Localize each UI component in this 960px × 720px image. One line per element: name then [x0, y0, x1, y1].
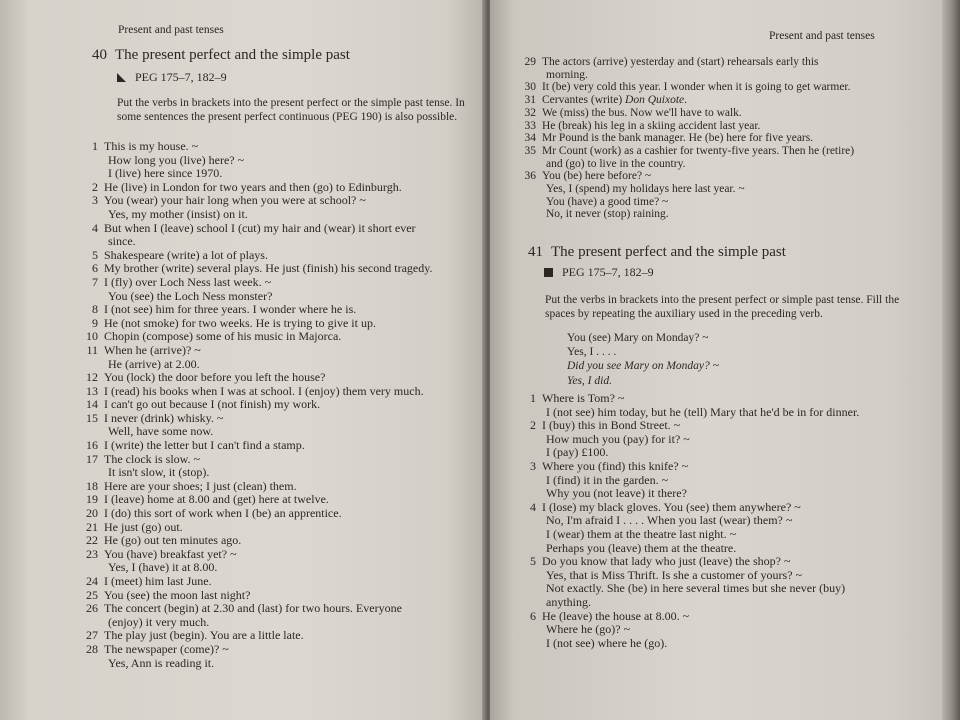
exercise-line: You (see) the moon last night? — [104, 587, 251, 602]
exercise-text — [542, 610, 940, 651]
exercise-line: Do you know that lady who just (leave) the shop? ~ — [542, 554, 791, 569]
exercise-text — [104, 521, 477, 535]
exercise-text — [104, 276, 477, 303]
exercise-line: I (leave) home at 8.00 and (get) here at twelve. — [104, 492, 329, 507]
exercise-item — [82, 507, 477, 521]
exercise-line: I (not see) him today, but he (tell) Mary that he'd be in for dinner. — [546, 404, 860, 419]
exercise-text — [104, 575, 477, 589]
exercise-line: Yes, my mother (insist) on it. — [108, 206, 248, 221]
exercise-item — [82, 140, 477, 181]
exercise-line: The concert (begin) at 2.30 and (last) for two hours. Everyone — [104, 601, 402, 616]
exercise-item — [520, 392, 940, 419]
exercise-number: 5 — [92, 247, 98, 262]
exercise-list — [82, 140, 477, 670]
exercise-line: I (meet) him last June. — [104, 574, 212, 588]
exercise-text — [104, 344, 477, 371]
exercise-line: The actors (arrive) yesterday and (start) rehearsals early this — [542, 56, 819, 68]
exercise-text — [104, 385, 477, 399]
exercise-list — [520, 392, 940, 650]
exercise-text — [104, 589, 477, 603]
exercise-line: You (see) the Loch Ness monster? — [108, 288, 273, 303]
exercise-text — [104, 629, 477, 643]
exercise-line: Where you (find) this knife? ~ — [542, 458, 689, 473]
exercise-text — [104, 249, 477, 263]
exercise-line: You (wear) your hair long when you were at school? ~ — [104, 193, 366, 208]
exercise-number: 7 — [92, 274, 98, 289]
exercise-number: 32 — [524, 106, 536, 119]
exercise-number: 12 — [86, 370, 98, 385]
exercise-text — [104, 480, 477, 494]
exercise-number: 20 — [86, 506, 98, 521]
exercise-line: It isn't slow, it (stop). — [108, 465, 210, 480]
exercise-number: 15 — [86, 410, 98, 425]
exercise-item — [82, 371, 477, 385]
exercise-line: The play just (begin). You are a little late. — [104, 628, 304, 643]
exercise-text — [104, 548, 477, 575]
exercise-item — [82, 181, 477, 195]
exercise-item — [82, 629, 477, 643]
exercise-text — [542, 419, 940, 460]
section-title: The present perfect and the simple past — [551, 244, 786, 260]
exercise-line: How much you (pay) for it? ~ — [546, 431, 690, 446]
exercise-item — [82, 412, 477, 439]
exercise-text — [542, 501, 940, 555]
exercise-line: We (miss) the bus. Now we'll have to walk. — [542, 106, 742, 119]
exercise-text-after: . — [684, 94, 687, 107]
exercise-line: I (do) this sort of work when I (be) an apprentice. — [104, 506, 342, 521]
instructions: Put the verbs in brackets into the present perfect or simple past tense. Fill the spaces by repeating the auxiliary used in the preceding verb. — [545, 294, 900, 321]
exercise-line: You (be) here before? ~ — [542, 170, 652, 183]
exercise-number: 19 — [86, 492, 98, 507]
exercise-line: He just (go) out. — [104, 519, 183, 534]
exercise-text — [104, 412, 477, 439]
example-solution-answer: Yes, I did. — [567, 374, 612, 387]
exercise-number: 18 — [86, 478, 98, 493]
exercise-line: Yes, I (spend) my holidays here last year. ~ — [546, 183, 745, 196]
exercise-item — [82, 262, 477, 276]
exercise-number: 14 — [86, 397, 98, 412]
exercise-item — [82, 398, 477, 412]
exercise-line: Where is Tom? ~ — [542, 391, 625, 405]
exercise-line: The clock is slow. ~ — [104, 451, 201, 466]
exercise-text — [104, 439, 477, 453]
exercise-text — [542, 132, 940, 145]
exercise-text — [542, 107, 940, 120]
exercise-line: How long you (live) here? ~ — [108, 152, 245, 167]
exercise-line: When he (arrive)? ~ — [104, 342, 201, 357]
exercise-line: and (go) to live in the country. — [546, 157, 686, 170]
exercise-line: He (not smoke) for two weeks. He is trying to give it up. — [104, 315, 376, 330]
exercise-text — [104, 507, 477, 521]
exercise-text-before: Cervantes (write) — [542, 94, 626, 107]
exercise-item — [82, 602, 477, 629]
exercise-line: I (buy) this in Bond Street. ~ — [542, 418, 681, 433]
exercise-item — [82, 276, 477, 303]
exercise-number: 28 — [86, 641, 98, 656]
exercise-line: (enjoy) it very much. — [108, 614, 210, 629]
exercise-number: 17 — [86, 451, 98, 466]
work-title: Don Quixote — [625, 94, 685, 107]
exercise-item — [520, 170, 940, 221]
exercise-line: since. — [108, 234, 136, 249]
exercise-number: 5 — [530, 554, 536, 569]
exercise-list-continued — [520, 56, 940, 221]
exercise-line: Chopin (compose) some of his music in Majorca. — [104, 329, 342, 344]
exercise-item — [520, 94, 940, 107]
square-marker-icon — [544, 268, 553, 277]
running-head: Present and past tenses — [118, 24, 224, 36]
exercise-number: 35 — [524, 144, 536, 157]
exercise-item — [520, 460, 940, 501]
example-solution-question: Did you see Mary on Monday? ~ — [567, 360, 719, 373]
section-heading — [92, 47, 350, 64]
exercise-number: 26 — [86, 601, 98, 616]
exercise-number: 30 — [524, 81, 536, 94]
exercise-item — [82, 548, 477, 575]
exercise-text — [104, 398, 477, 412]
exercise-item — [82, 643, 477, 670]
exercise-number: 23 — [86, 546, 98, 561]
exercise-line: You (lock) the door before you left the house? — [104, 370, 326, 385]
example-answer-blank: Yes, I . . . . — [567, 346, 617, 359]
exercise-item — [520, 107, 940, 120]
exercise-item — [82, 493, 477, 507]
exercise-text — [542, 460, 940, 501]
exercise-item — [82, 330, 477, 344]
exercise-line: I never (drink) whisky. ~ — [104, 410, 224, 425]
exercise-line: You (have) a good time? ~ — [546, 195, 669, 208]
section-number: 41 — [528, 244, 543, 260]
exercise-line: He (live) in London for two years and then (go) to Edinburgh. — [104, 179, 402, 194]
exercise-line: My brother (write) several plays. He just (finish) his second tragedy. — [104, 261, 433, 276]
exercise-line: He (go) out ten minutes ago. — [104, 533, 242, 548]
section-number: 40 — [92, 47, 107, 63]
square-marker-icon — [117, 73, 126, 82]
exercise-line: I (read) his books when I was at school. I (enjoy) them very much. — [104, 383, 424, 398]
exercise-number: 25 — [86, 587, 98, 602]
exercise-text — [104, 643, 477, 670]
exercise-text — [542, 94, 940, 107]
exercise-item — [82, 317, 477, 331]
exercise-text — [542, 56, 940, 81]
exercise-line: You (have) breakfast yet? ~ — [104, 546, 237, 561]
section-title: The present perfect and the simple past — [115, 47, 350, 63]
peg-reference-text: PEG 175–7, 182–9 — [562, 265, 654, 279]
exercise-number: 8 — [92, 302, 98, 317]
exercise-line: This is my house. ~ — [104, 139, 199, 153]
peg-reference — [544, 265, 654, 280]
exercise-line: I (live) here since 1970. — [108, 166, 223, 181]
exercise-text — [104, 262, 477, 276]
exercise-text — [542, 170, 940, 221]
exercise-line: I (not see) where he (go). — [546, 635, 668, 650]
exercise-number: 31 — [524, 94, 536, 107]
exercise-line: Well, have some now. — [108, 424, 214, 439]
exercise-number: 29 — [524, 56, 536, 68]
exercise-line: I (write) the letter but I can't find a stamp. — [104, 438, 305, 453]
exercise-line: morning. — [546, 68, 588, 81]
exercise-line: Yes, Ann is reading it. — [108, 655, 215, 670]
exercise-item — [82, 589, 477, 603]
exercise-number: 1 — [92, 139, 98, 153]
exercise-number: 2 — [92, 179, 98, 194]
exercise-number: 6 — [92, 261, 98, 276]
exercise-line: Yes, I (have) it at 8.00. — [108, 560, 218, 575]
exercise-item — [520, 56, 940, 81]
exercise-number: 33 — [524, 119, 536, 132]
exercise-line: I (lose) my black gloves. You (see) them anywhere? ~ — [542, 499, 801, 514]
exercise-item — [520, 419, 940, 460]
exercise-line: Not exactly. She (be) in here several times but she never (buy) — [546, 581, 846, 596]
exercise-text — [542, 555, 940, 609]
page-edge — [942, 0, 960, 720]
exercise-text — [104, 371, 477, 385]
exercise-line — [542, 94, 940, 107]
exercise-item — [82, 303, 477, 317]
exercise-number: 9 — [92, 315, 98, 330]
exercise-text — [542, 145, 940, 170]
exercise-text — [542, 81, 940, 94]
exercise-text — [542, 120, 940, 133]
exercise-line: Yes, that is Miss Thrift. Is she a customer of yours? ~ — [546, 567, 803, 582]
exercise-line: Shakespeare (write) a lot of plays. — [104, 247, 268, 262]
exercise-text — [104, 303, 477, 317]
exercise-text — [104, 602, 477, 629]
peg-reference-text: PEG 175–7, 182–9 — [135, 70, 227, 84]
worked-example — [567, 331, 719, 388]
right-page — [490, 0, 960, 720]
exercise-number: 24 — [86, 574, 98, 588]
exercise-item — [82, 249, 477, 263]
exercise-line: The newspaper (come)? ~ — [104, 641, 229, 656]
section-heading — [528, 244, 786, 261]
exercise-item — [82, 344, 477, 371]
exercise-item — [82, 480, 477, 494]
exercise-text — [104, 493, 477, 507]
exercise-text — [104, 317, 477, 331]
exercise-item — [82, 194, 477, 221]
exercise-number: 36 — [524, 170, 536, 183]
exercise-line: He (arrive) at 2.00. — [108, 356, 200, 371]
exercise-item — [520, 610, 940, 651]
exercise-number: 27 — [86, 628, 98, 643]
exercise-number: 11 — [86, 342, 98, 357]
exercise-line: Perhaps you (leave) them at the theatre. — [546, 540, 737, 555]
exercise-item — [520, 132, 940, 145]
exercise-line: I (find) it in the garden. ~ — [546, 472, 669, 487]
exercise-line: I (not see) him for three years. I wonder where he is. — [104, 302, 357, 317]
exercise-line: I (fly) over Loch Ness last week. ~ — [104, 274, 272, 289]
instructions: Put the verbs in brackets into the present perfect or the simple past tense. In some sentences the present perfect continuous (PEG 190) is also possible. — [117, 97, 465, 124]
exercise-line: But when I (leave) school I (cut) my hair and (wear) it short ever — [104, 220, 416, 235]
exercise-number: 3 — [92, 193, 98, 208]
exercise-item — [520, 501, 940, 555]
exercise-item — [520, 120, 940, 133]
exercise-line: Here are your shoes; I just (clean) them. — [104, 478, 297, 493]
exercise-item — [82, 534, 477, 548]
exercise-number: 4 — [530, 499, 536, 514]
exercise-line: Mr Pound is the bank manager. He (be) here for five years. — [542, 132, 814, 145]
exercise-text — [104, 140, 477, 181]
exercise-line: It (be) very cold this year. I wonder when it is going to get warmer. — [542, 81, 851, 94]
exercise-item — [82, 575, 477, 589]
exercise-number: 34 — [524, 132, 536, 145]
running-head: Present and past tenses — [769, 30, 875, 42]
exercise-item — [520, 145, 940, 170]
exercise-number: 22 — [86, 533, 98, 548]
exercise-line: anything. — [546, 594, 591, 609]
exercise-item — [520, 555, 940, 609]
exercise-number: 4 — [92, 220, 98, 235]
exercise-number: 2 — [530, 418, 536, 433]
exercise-line: I can't go out because I (not finish) my work. — [104, 397, 321, 412]
exercise-line: Mr Count (work) as a cashier for twenty-five years. Then he (retire) — [542, 144, 855, 157]
exercise-number: 10 — [86, 329, 98, 344]
exercise-line: I (pay) £100. — [546, 445, 609, 460]
exercise-text — [104, 222, 477, 249]
exercise-text — [542, 392, 940, 419]
exercise-text — [104, 330, 477, 344]
exercise-line: No, I'm afraid I . . . . When you last (wear) them? ~ — [546, 513, 793, 528]
exercise-item — [82, 521, 477, 535]
exercise-number: 21 — [86, 519, 98, 534]
peg-reference — [117, 70, 227, 85]
exercise-number: 13 — [86, 383, 98, 398]
exercise-item — [82, 453, 477, 480]
exercise-text — [104, 181, 477, 195]
exercise-line: No, it never (stop) raining. — [546, 208, 669, 221]
exercise-item — [82, 222, 477, 249]
exercise-text — [104, 194, 477, 221]
exercise-number: 16 — [86, 438, 98, 453]
exercise-line: Why you (not leave) it there? — [546, 486, 687, 501]
exercise-line: Where he (go)? ~ — [546, 622, 631, 637]
example-question: You (see) Mary on Monday? ~ — [567, 332, 709, 344]
exercise-line: He (break) his leg in a skiing accident last year. — [542, 119, 761, 132]
exercise-line: He (leave) the house at 8.00. ~ — [542, 608, 690, 623]
exercise-number: 3 — [530, 458, 536, 473]
exercise-text — [104, 534, 477, 548]
exercise-item — [82, 385, 477, 399]
exercise-number: 6 — [530, 608, 536, 623]
exercise-text — [104, 453, 477, 480]
exercise-item — [82, 439, 477, 453]
exercise-number: 1 — [530, 391, 536, 405]
exercise-item — [520, 81, 940, 94]
exercise-line: I (wear) them at the theatre last night. ~ — [546, 526, 737, 541]
